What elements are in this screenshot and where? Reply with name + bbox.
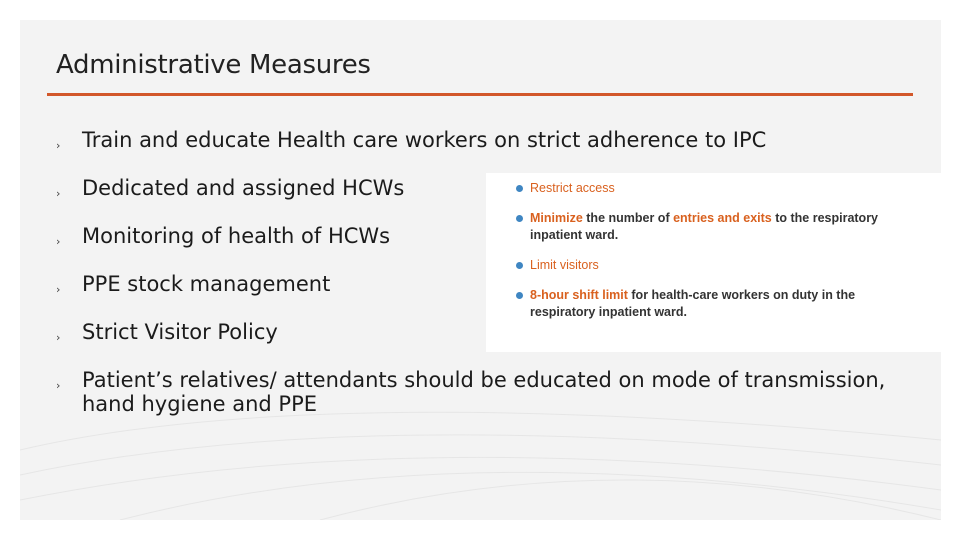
bullet-item <box>56 224 390 248</box>
chevron-right-icon: › <box>56 235 61 248</box>
inset-text: to the respiratory inpatient ward. <box>530 211 879 242</box>
bullet-dot-icon <box>516 215 523 222</box>
inset-item <box>518 210 910 244</box>
inset-text: the number of <box>582 211 674 225</box>
bullet-item <box>56 320 278 344</box>
chevron-right-icon: › <box>56 379 61 392</box>
inset-text-highlight: 8-hour shift limit <box>530 288 628 302</box>
bullet-dot-icon <box>516 292 523 299</box>
bullet-item <box>56 368 902 416</box>
bullet-text: Monitoring of health of HCWs <box>82 224 391 248</box>
chevron-right-icon: › <box>56 139 61 152</box>
inset-text: for health-care workers on duty in the respiratory inpatient ward. <box>530 288 856 319</box>
bullet-text: Train and educate Health care workers on strict adherence to IPC <box>82 128 767 152</box>
bullet-item <box>56 272 330 296</box>
bullet-dot-icon <box>516 185 523 192</box>
inset-text: Limit visitors <box>530 258 599 272</box>
bullet-dot-icon <box>516 262 523 269</box>
inset-item <box>518 257 599 274</box>
inset-image-box <box>486 173 941 352</box>
inset-item <box>518 180 615 197</box>
bullet-text: Strict Visitor Policy <box>82 320 278 344</box>
bullet-item <box>56 176 404 200</box>
chevron-right-icon: › <box>56 187 61 200</box>
title-underline <box>47 93 913 96</box>
chevron-right-icon: › <box>56 283 61 296</box>
bullet-text: Dedicated and assigned HCWs <box>82 176 405 200</box>
chevron-right-icon: › <box>56 331 61 344</box>
inset-text: Restrict access <box>530 181 615 195</box>
inset-text-highlight: entries and exits <box>673 211 772 225</box>
inset-item <box>518 287 910 321</box>
bullet-item <box>56 128 766 152</box>
bullet-text: PPE stock management <box>82 272 331 296</box>
inset-text-highlight: Minimize <box>530 211 583 225</box>
slide <box>20 20 941 520</box>
bullet-text: Patient’s relatives/ attendants should be educated on mode of transmission, hand hygiene and PPE <box>82 368 886 416</box>
slide-title: Administrative Measures <box>56 50 371 80</box>
